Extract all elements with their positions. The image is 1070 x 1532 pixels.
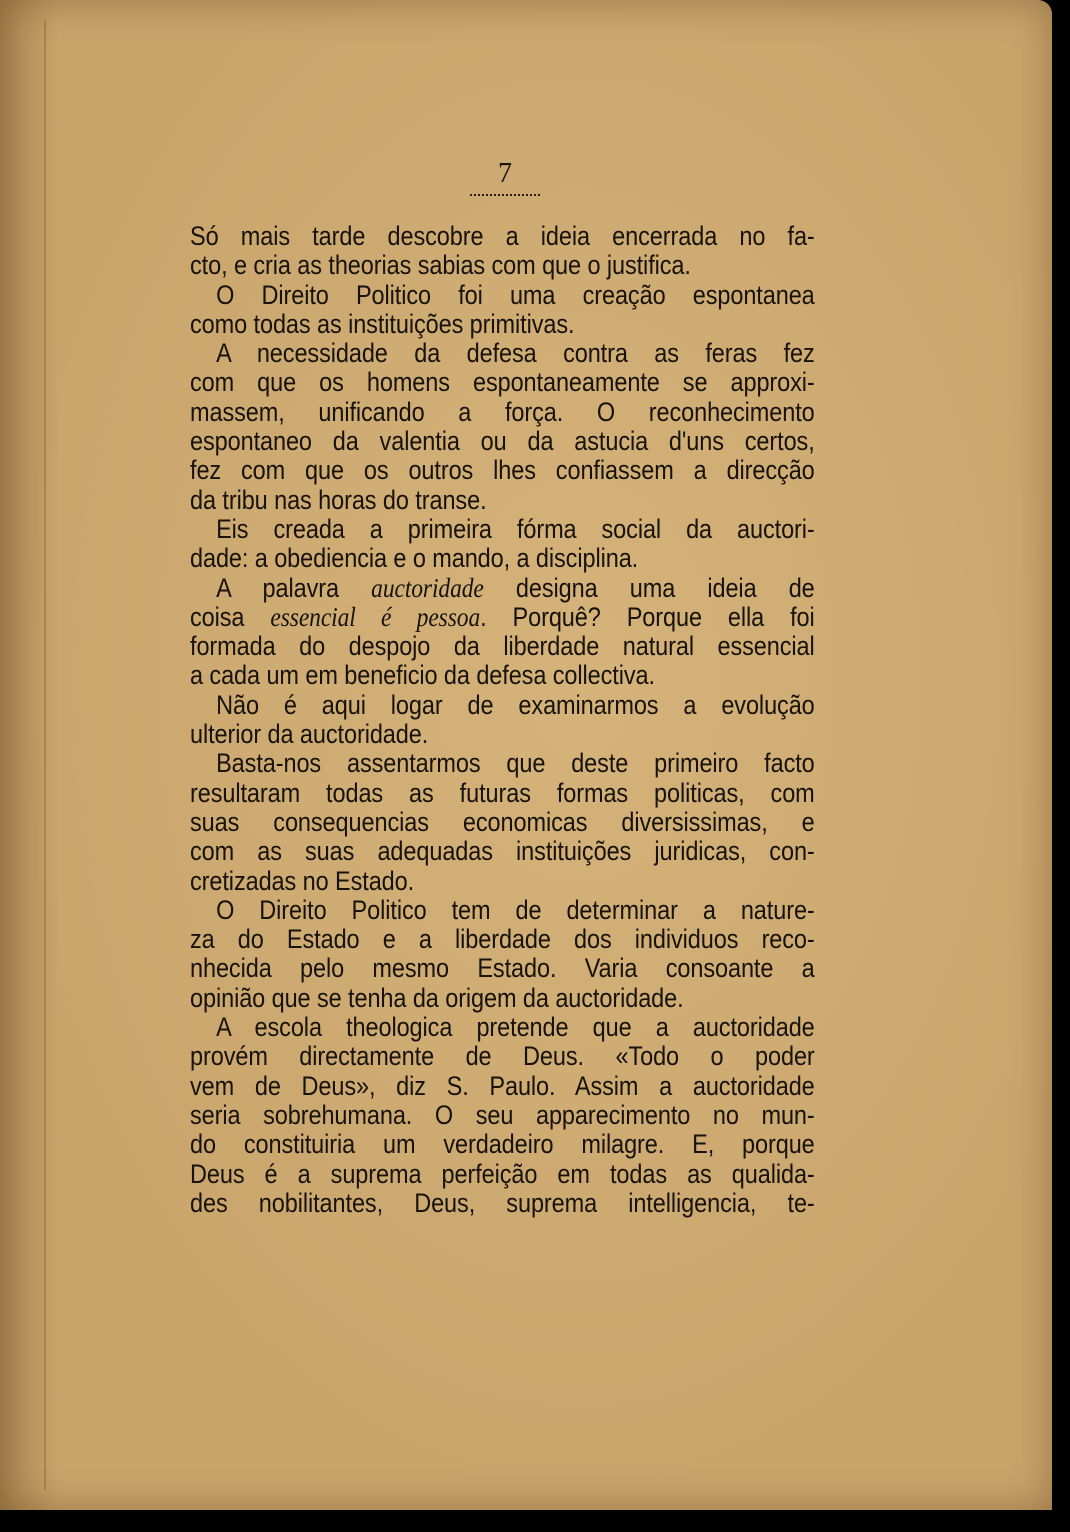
text-line: A necessidade da defesa contra as feras fez (216, 338, 815, 369)
italic-term: essencial é pessoa (270, 601, 481, 632)
text-line: com que os homens espontaneamente se approxi- (190, 367, 815, 398)
text-line: como todas as instituições primitivas. (190, 308, 575, 339)
text-line: a cada um em beneficio da defesa collectiva. (190, 660, 655, 691)
text-line: Basta-nos assentarmos que deste primeiro facto (216, 748, 815, 779)
body-text (190, 222, 815, 1218)
text-line: opinião que se tenha da origem da auctoridade. (190, 982, 684, 1013)
text-line: des nobilitantes, Deus, suprema intelligencia, te- (190, 1187, 815, 1218)
text-line: dade: a obediencia e o mando, a disciplina. (190, 543, 639, 574)
text-line: A palavra auctoridade designa uma ideia de (216, 572, 815, 603)
text-line: fez com que os outros lhes confiassem a direcção (190, 455, 815, 486)
text-line: nhecida pelo mesmo Estado. Varia consoante a (190, 953, 815, 984)
text-line: massem, unificando a força. O reconhecimento (190, 396, 815, 427)
text-line: A escola theologica pretende que a auctoridade (216, 1012, 815, 1043)
text-line: da tribu nas horas do transe. (190, 484, 487, 515)
text-line: Não é aqui logar de examinarmos a evolução (216, 689, 815, 720)
text-line: suas consequencias economicas diversissimas, e (190, 806, 815, 837)
text-line: coisa essencial é pessoa. Porquê? Porque ella foi (190, 601, 815, 632)
text-line: do constituiria um verdadeiro milagre. E, porque (190, 1129, 815, 1160)
text-line: com as suas adequadas instituições juridicas, con- (190, 836, 815, 867)
text-line: seria sobrehumana. O seu apparecimento no mun- (190, 1099, 815, 1130)
text-line: cto, e cria as theorias sabias com que o justifica. (190, 250, 691, 281)
text-line: Eis creada a primeira fórma social da auctori- (216, 513, 815, 544)
page-gutter (44, 20, 46, 1490)
text-line: espontaneo da valentia ou da astucia d'uns certos, (190, 426, 815, 457)
page-number: 7 (498, 158, 512, 189)
text-line: vem de Deus», diz S. Paulo. Assim a auctoridade (190, 1070, 815, 1101)
text-line: ulterior da auctoridade. (190, 719, 429, 750)
text-line: Deus é a suprema perfeição em todas as qualida- (190, 1158, 815, 1189)
text-line: za do Estado e a liberdade dos individuos reco- (190, 924, 815, 955)
text-line: formada do despojo da liberdade natural essencial (190, 631, 815, 662)
page-number-rule (470, 194, 540, 196)
italic-term: auctoridade (371, 572, 484, 603)
text-line: Só mais tarde descobre a ideia encerrada no fa- (190, 221, 815, 251)
text-line: resultaram todas as futuras formas politicas, com (190, 777, 815, 808)
text-line: O Direito Politico foi uma creação espontanea (216, 279, 815, 310)
text-line: O Direito Politico tem de determinar a nature- (216, 894, 815, 925)
text-line: provém directamente de Deus. «Todo o poder (190, 1041, 815, 1072)
text-line: cretizadas no Estado. (190, 865, 415, 896)
